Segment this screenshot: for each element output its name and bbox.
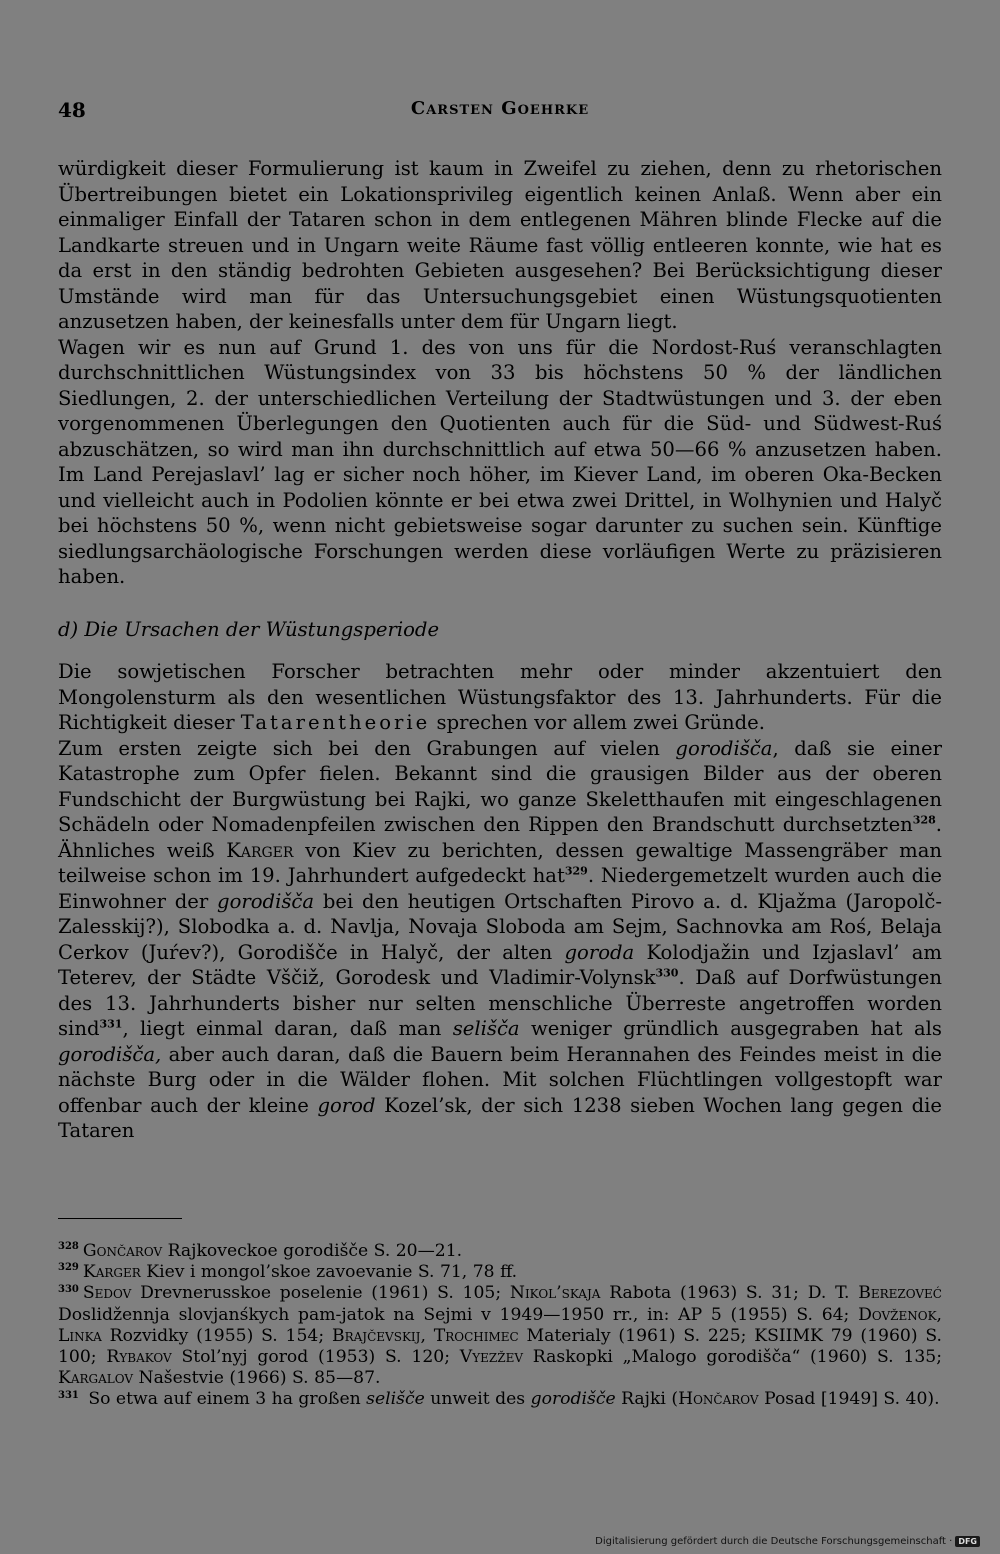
footnote-ref[interactable]: 328	[912, 813, 936, 827]
section-heading: d) Die Ursachen der Wüstungsperiode	[58, 617, 440, 641]
footnote: $^{328}$ Gončarov Rajkoveckoe gorodišče S. 20—21.	[58, 1241, 463, 1261]
footnote: $^{330}$ Sedov Drevnerusskoe poselenie (1961) S. 105; Nikol’skaja Rabota (1963) S. 31; D. T. Berezoveć Doslidžennja slovjanśkych pam-jatok na Sejmi v 1949—1950 rr., in: AP 5 (1955) S. 64; Dovženok, Linka Rozvidky (1955) S. 154; Brajčevskij, Trochimec Materialy (1961) S. 225; KSIIMK 79 (1960) S. 100; Rybakov Stol’nyj gorod (1953) S. 120; Vyezžev Raskopki „Malogo gorodišča“ (1960) S. 135; Kargalov Našestvie (1966) S. 85—87.	[58, 1283, 943, 1389]
footnote-ref[interactable]: 330	[655, 966, 679, 980]
running-head: Carsten Goehrke	[410, 98, 590, 119]
paragraph: Zum ersten zeigte sich bei den Grabungen auf vielen gorodišča, daß sie einer Katastrophe zum Opfer fielen. Bekannt sind die grausigen Bilder aus der oberen Fundschicht der Burgwüstung bei Rajki, wo ganze Skeletthaufen mit eingeschlagenen Schädeln oder Nomadenpfeilen zwischen den Rippen den Brandschutt durchsetzten$^{328}$. Ähnliches weiß Karger von Kiev zu berichten, dessen gewaltige Massengräber man teilweise schon im 19. Jahrhundert aufgedeckt hat$^{329}$. Niedergemetzelt wurden auch die Einwohner der gorodišča bei den heutigen Ortschaften Pirovo a. d. Kljažma (Jaropolč-Zalesskij?), Slobodka a. d. Navlja, Novaja Sloboda am Sejm, Sachnovka am Roś, Belaja Cerkov (Juŕev?), Gorodišče in Halyč, der alten goroda Kolodjažin und Izjaslavl’ am Teterev, der Städte Vščiž, Gorodesk und Vladimir-Volynsk$^{330}$. Daß auf Dorfwüstungen des 13. Jahrhunderts bisher nur selten menschliche Überreste angetroffen worden sind$^{331}$, liegt einmal daran, daß man selišča weniger gründlich ausgegraben hat als gorodišča, aber auch daran, daß die Bauern beim Herannahen des Feindes meist in die nächste Burg oder in die Wälder flohen. Mit solchen Flüchtlingen vollgestopft war offenbar auch der kleine gorod Kozel’sk, der sich 1238 sieben Wochen lang gegen die Tataren	[58, 736, 943, 1142]
emphasized-term: Tatarentheorie	[240, 711, 431, 734]
dfg-logo-icon: DFG	[955, 1536, 980, 1547]
footnote: $^{331}$ So etwa auf einem 3 ha großen selišče unweit des gorodišče Rajki (Hončarov Posad [1949] S. 40).	[58, 1389, 940, 1410]
body-text	[58, 156, 942, 1144]
page-number: 48	[58, 98, 86, 122]
footnote-ref[interactable]: 331	[99, 1017, 123, 1031]
paragraph: würdigkeit dieser Formulierung ist kaum in Zweifel zu ziehen, denn zu rhetorischen Übertreibungen bietet ein Lokationsprivileg eigentlich keinen Anlaß. Wenn aber ein einmaliger Einfall der Tataren schon in dem entlegenen Mähren blinde Flecke auf die Landkarte streuen und in Ungarn weite Räume fast völlig entleeren konnte, wie hat es da erst in den ständig bedrohten Gebieten ausgesehen? Bei Berücksichtigung dieser Umstände wird man für das Untersuchungsgebiet einen Wüstungsquotienten anzusetzen haben, der keinesfalls unter dem für Ungarn liegt.	[58, 157, 942, 333]
digitization-credit	[595, 1536, 980, 1547]
credit-text: Digitalisierung gefördert durch die Deutsche Forschungsgemeinschaft ·	[595, 1536, 953, 1547]
footnotes	[58, 1241, 942, 1411]
footnote-ref[interactable]: 329	[564, 864, 588, 878]
footnote: $^{329}$ Karger Kiev i mongol’skoe zavoevanie S. 71, 78 ff.	[58, 1262, 518, 1283]
paragraph: Die sowjetischen Forscher betrachten mehr oder minder akzentuiert den Mongolensturm als den wesentlichen Wüstungsfaktor des 13. Jahrhunderts. Für die Richtigkeit dieser Tatarentheorie sprechen vor allem zwei Gründe.	[58, 660, 942, 734]
page-header	[58, 98, 942, 128]
footnote-separator	[58, 1218, 182, 1219]
paragraph: Wagen wir es nun auf Grund 1. des von uns für die Nordost-Ruś veranschlagten durchschnittlichen Wüstungsindex von 33 bis höchstens 50 % der ländlichen Siedlungen, 2. der unterschiedlichen Verteilung der Stadtwüstungen und 3. der eben vorgenommenen Überlegungen den Quotienten auch für die Süd- und Südwest-Ruś abzuschätzen, so wird man ihn durchschnittlich auf etwa 50—66 % anzusetzen haben. Im Land Perejaslavl’ lag er sicher noch höher, im Kiever Land, im oberen Oka-Becken und vielleicht auch in Podolien könnte er bei etwa zwei Drittel, in Wolhynien und Halyč bei höchstens 50 %, wenn nicht gebietsweise sogar darunter zu suchen sein. Künftige siedlungsarchäologische Forschungen werden diese vorläufigen Werte zu präzisieren haben.	[58, 335, 942, 588]
